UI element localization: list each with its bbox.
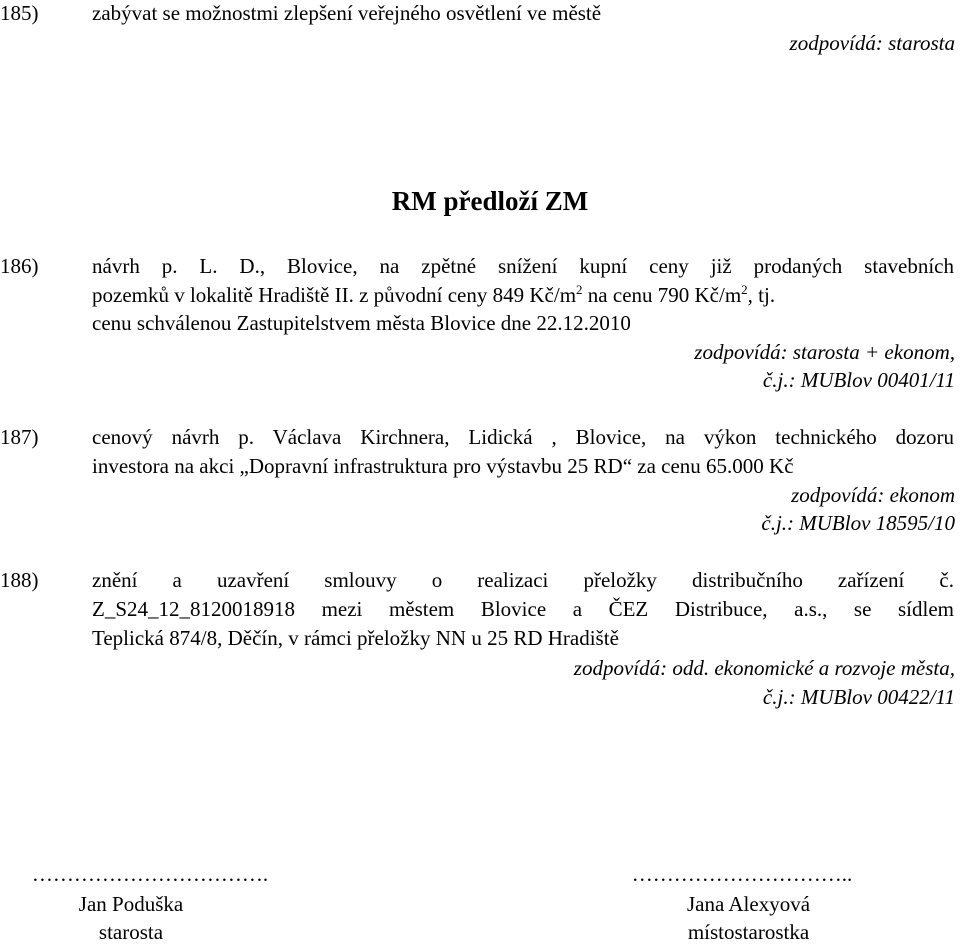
- item-187-line-2: investora na akci „Dopravní infrastruktura pro výstavbu 25 RD“ za cenu 65.000 Kč: [92, 454, 794, 478]
- item-186-number: 186): [0, 254, 39, 278]
- item-187-reference: č.j.: MUBlov 18595/10: [761, 511, 955, 535]
- item-187-responsible: zodpovídá: ekonom: [791, 483, 955, 507]
- item-188-number: 188): [0, 568, 39, 592]
- signature-right-dots: …………………………..: [631, 862, 853, 886]
- item-186-line-2-part-b: na cenu 790 Kč/m: [582, 283, 742, 307]
- item-188-line-1: znění a uzavření smlouvy o realizaci přeložky distribučního zařízení č.: [92, 568, 954, 592]
- signature-left-dots: …………………………….: [31, 862, 269, 886]
- item-186-line-2-part-c: , tj.: [747, 283, 776, 307]
- signature-right-role: místostarostka: [687, 920, 810, 944]
- signature-left-role: starosta: [98, 920, 164, 944]
- item-187-number: 187): [0, 425, 39, 449]
- item-188-reference: č.j.: MUBlov 00422/11: [762, 685, 955, 709]
- item-186-line-3: cenu schválenou Zastupitelstvem města Blovice dne 22.12.2010: [92, 311, 631, 335]
- signature-right-name: Jana Alexyová: [686, 892, 811, 916]
- item-186-line-1: návrh p. L. D., Blovice, na zpětné snížení kupní ceny již prodaných stavebních: [92, 254, 954, 278]
- superscript-squared: 2: [576, 282, 583, 297]
- item-188-line-3: Teplická 874/8, Děčín, v rámci přeložky NN u 25 RD Hradiště: [92, 626, 619, 650]
- item-185-text: zabývat se možnostmi zlepšení veřejného osvětlení ve městě: [92, 1, 602, 25]
- superscript-squared: 2: [741, 282, 748, 297]
- item-186-responsible: zodpovídá: starosta + ekonom,: [694, 340, 955, 364]
- item-188-responsible: zodpovídá: odd. ekonomické a rozvoje města,: [573, 656, 955, 680]
- item-186-reference: č.j.: MUBlov 00401/11: [762, 368, 955, 392]
- item-187-line-1: cenový návrh p. Václava Kirchnera, Lidická , Blovice, na výkon technického dozoru: [92, 425, 954, 449]
- item-185-number: 185): [0, 1, 39, 25]
- item-186-line-2: [92, 282, 776, 307]
- item-186-line-2-part-a: pozemků v lokalitě Hradiště II. z původní ceny 849 Kč/m: [92, 283, 577, 307]
- item-188-line-2: Z_S24_12_8120018918 mezi městem Blovice a ČEZ Distribuce, a.s., se sídlem: [92, 597, 954, 621]
- section-heading: RM předloží ZM: [391, 186, 589, 216]
- signature-left-name: Jan Poduška: [78, 892, 184, 916]
- item-185-responsible: zodpovídá: starosta: [789, 31, 955, 55]
